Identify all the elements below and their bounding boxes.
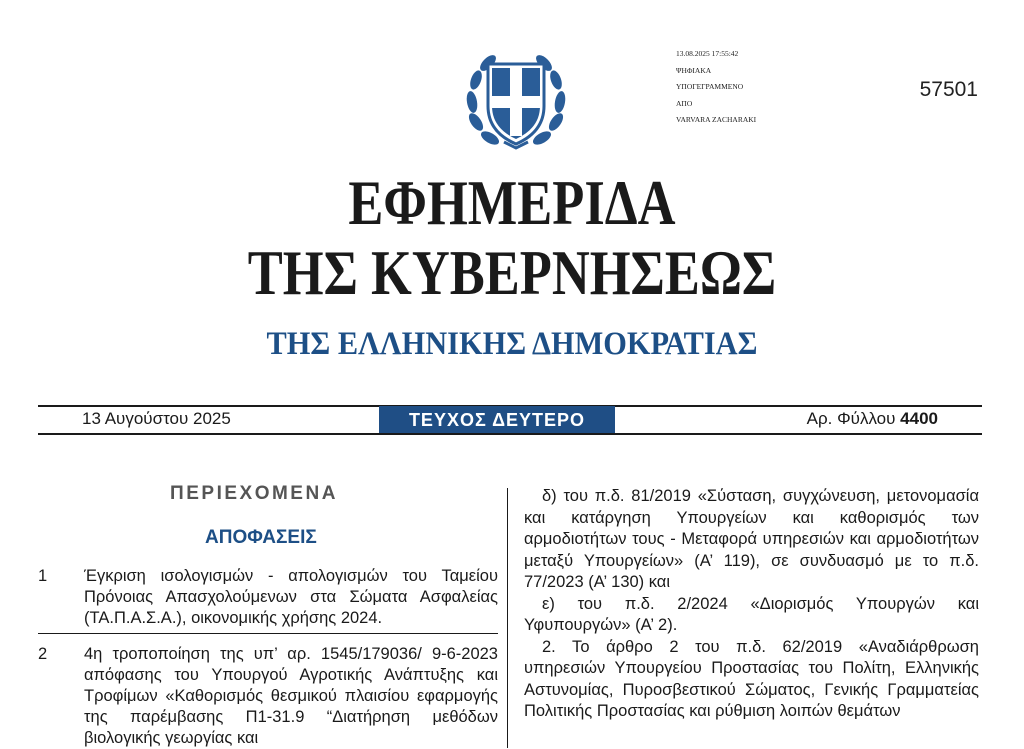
contents-item[interactable] xyxy=(38,566,498,629)
contents-item[interactable] xyxy=(38,644,498,749)
body-text-column xyxy=(524,486,979,723)
body-paragraph: 2. Το άρθρο 2 του π.δ. 62/2019 «Αναδιάρθρωση υπηρεσιών Υπουργείου Προστασίας του Πολίτη, Ελληνικής Αστυνομίας, Πυροσβεστικού Σώματος, Γενικής Γραμματείας Πολιτικής Προστασίας και ρύθμιση λοιπών θεμάτων xyxy=(524,637,979,720)
signature-line: ΨΗΦΙΑΚΑ xyxy=(676,65,712,75)
signature-line: ΑΠΟ xyxy=(676,98,693,108)
contents-item-number: 2 xyxy=(38,645,48,663)
body-paragraph: δ) του π.δ. 81/2019 «Σύσταση, συγχώνευση, μετονομασία και κατάργηση Υπουργείων και καθορισμός των αρμοδιοτήτων τους - Μεταφορά υπηρεσιών και αρμοδιοτήτων μεταξύ Υπουργείων» (Α’ 119), σε συνδυασμό με το π.δ. 77/2023 (Α’ 130) και xyxy=(524,487,979,591)
sheet-label: Αρ. Φύλλου xyxy=(806,409,901,428)
body-paragraph: ε) του π.δ. 2/2024 «Διορισμός Υπουργών και Υφυπουργών» (Α’ 2). xyxy=(524,594,979,634)
digital-signature-block xyxy=(676,46,756,129)
signature-line: VARVARA ZACHARAKI xyxy=(676,115,757,124)
contents-item-number: 1 xyxy=(38,567,48,585)
signature-line: ΥΠΟΓΕΓΡΑΜΜΕΝΟ xyxy=(676,82,744,91)
greek-coat-of-arms-icon xyxy=(454,50,578,150)
gazette-title-line2: ΤΗΣ ΚΥΒΕΡΝΗΣΕΩΣ xyxy=(247,237,777,308)
issue-bar-bottom-rule xyxy=(38,433,982,435)
gazette-subtitle: ΤΗΣ ΕΛΛΗΝΙΚΗΣ ΔΗΜΟΚΡΑΤΙΑΣ xyxy=(266,326,758,362)
sheet-number xyxy=(807,409,938,429)
column-divider xyxy=(507,488,508,748)
issue-date: 13 Αυγούστου 2025 xyxy=(82,409,231,428)
contents-item-text: Έγκριση ισολογισμών - απολογισμών του Ταμείου Πρόνοιας Απασχολούμενων στα Σώματα Ασφαλείας (ΤΑ.Π.Α.Σ.Α.), οικονομικής χρήσης 2024. xyxy=(84,567,498,627)
gazette-title-line1: ΕΦΗΜΕΡΙΔΑ xyxy=(348,167,676,238)
page-number: 57501 xyxy=(919,78,978,101)
contents-item-text: 4η τροποποίηση της υπ’ αρ. 1545/179036/ 9-6-2023 απόφασης του Υπουργού Αγροτικής Ανάπτυξης και Τροφίμων «Καθορισμός θεσμικού πλαισίου εφαρμογής της παρέμβασης Π1-31.9 “Διατήρηση μεθόδων βιολογικής γεωργίας και xyxy=(84,645,498,747)
issue-label: ΤΕΥΧΟΣ ΔΕΥΤΕΡΟ xyxy=(379,406,615,434)
contents-divider xyxy=(38,633,498,634)
contents-heading: ΠΕΡΙΕΧΟΜΕΝΑ xyxy=(170,483,338,504)
decisions-heading: ΑΠΟΦΑΣΕΙΣ xyxy=(205,527,317,548)
signature-line: 13.08.2025 17:55:42 xyxy=(676,49,739,58)
sheet-number-value: 4400 xyxy=(900,409,938,428)
